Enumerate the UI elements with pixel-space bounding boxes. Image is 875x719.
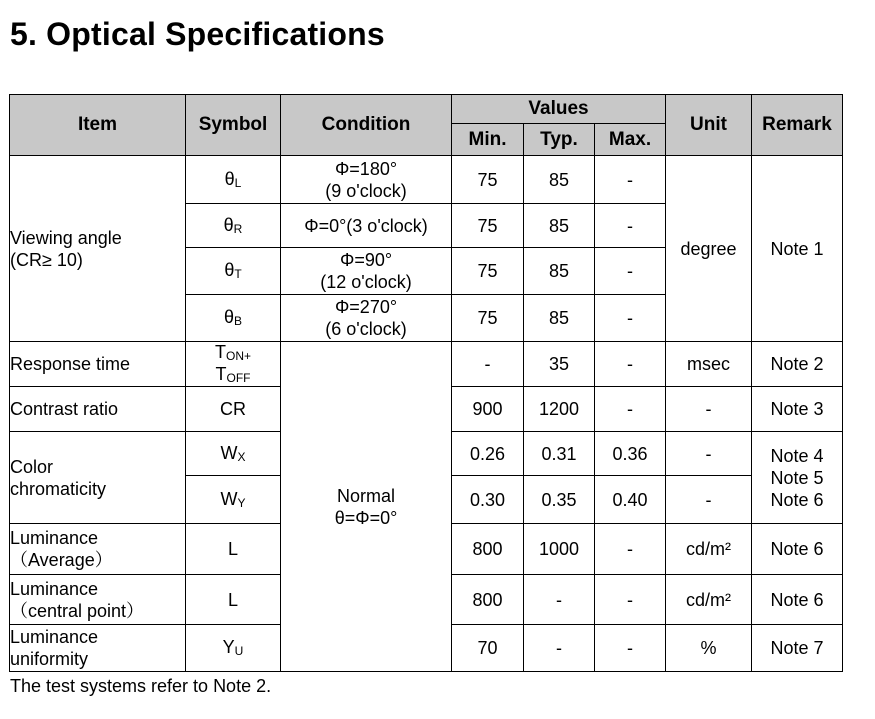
min-value: - bbox=[452, 342, 524, 387]
header-condition: Condition bbox=[281, 95, 452, 156]
remark-value: Note 3 bbox=[752, 387, 843, 432]
unit-value: % bbox=[666, 625, 752, 672]
min-value: 75 bbox=[452, 204, 524, 248]
header-item: Item bbox=[10, 95, 186, 156]
symbol-wx: WX bbox=[186, 432, 281, 476]
max-value: 0.40 bbox=[595, 476, 666, 524]
min-value: 75 bbox=[452, 156, 524, 204]
symbol-theta-l: θL bbox=[186, 156, 281, 204]
max-value: - bbox=[595, 575, 666, 625]
unit-value: - bbox=[666, 432, 752, 476]
min-value: 800 bbox=[452, 575, 524, 625]
max-value: - bbox=[595, 295, 666, 342]
symbol-theta-b: θB bbox=[186, 295, 281, 342]
typ-value: - bbox=[524, 625, 595, 672]
remark-value: Note 6 bbox=[752, 575, 843, 625]
typ-value: 85 bbox=[524, 295, 595, 342]
remark-value: Note 6 bbox=[752, 524, 843, 575]
min-value: 75 bbox=[452, 295, 524, 342]
remark-notes-4-5-6: Note 4 Note 5 Note 6 bbox=[752, 432, 843, 524]
header-symbol: Symbol bbox=[186, 95, 281, 156]
max-value: - bbox=[595, 625, 666, 672]
page-title: 5. Optical Specifications bbox=[10, 16, 385, 52]
item-luminance-uniformity: Luminance uniformity bbox=[10, 625, 186, 672]
unit-value: - bbox=[666, 387, 752, 432]
header-min: Min. bbox=[452, 124, 524, 156]
item-luminance-average: Luminance （Average） bbox=[10, 524, 186, 575]
symbol-theta-r: θR bbox=[186, 204, 281, 248]
max-value: - bbox=[595, 524, 666, 575]
symbol-theta-t: θT bbox=[186, 248, 281, 295]
table-row bbox=[10, 342, 843, 387]
remark-value: Note 2 bbox=[752, 342, 843, 387]
max-value: - bbox=[595, 156, 666, 204]
item-luminance-central: Luminance （central point） bbox=[10, 575, 186, 625]
min-value: 900 bbox=[452, 387, 524, 432]
item-viewing-angle: Viewing angle (CR≥ 10) bbox=[10, 156, 186, 342]
unit-value: cd/m² bbox=[666, 575, 752, 625]
typ-value: 0.35 bbox=[524, 476, 595, 524]
item-contrast-ratio: Contrast ratio bbox=[10, 387, 186, 432]
max-value: 0.36 bbox=[595, 432, 666, 476]
max-value: - bbox=[595, 248, 666, 295]
typ-value: 85 bbox=[524, 248, 595, 295]
typ-value: 1000 bbox=[524, 524, 595, 575]
condition-cell: Φ=270° (6 o'clock) bbox=[281, 295, 452, 342]
unit-value: msec bbox=[666, 342, 752, 387]
min-value: 70 bbox=[452, 625, 524, 672]
typ-value: 85 bbox=[524, 204, 595, 248]
typ-value: 35 bbox=[524, 342, 595, 387]
condition-normal: Normal θ=Φ=0° bbox=[281, 342, 452, 672]
max-value: - bbox=[595, 387, 666, 432]
header-remark: Remark bbox=[752, 95, 843, 156]
symbol-wy: WY bbox=[186, 476, 281, 524]
typ-value: 1200 bbox=[524, 387, 595, 432]
max-value: - bbox=[595, 204, 666, 248]
item-color-chromaticity: Color chromaticity bbox=[10, 432, 186, 524]
footnote: The test systems refer to Note 2. bbox=[10, 676, 272, 696]
symbol-cr: CR bbox=[186, 387, 281, 432]
condition-cell: Φ=90° (12 o'clock) bbox=[281, 248, 452, 295]
optical-spec-table bbox=[9, 94, 843, 672]
condition-cell: Φ=0°(3 o'clock) bbox=[281, 204, 452, 248]
remark-note1: Note 1 bbox=[752, 156, 843, 342]
header-values: Values bbox=[452, 95, 666, 124]
table-row bbox=[10, 156, 843, 204]
max-value: - bbox=[595, 342, 666, 387]
min-value: 75 bbox=[452, 248, 524, 295]
symbol-l: L bbox=[186, 524, 281, 575]
header-unit: Unit bbox=[666, 95, 752, 156]
min-value: 0.30 bbox=[452, 476, 524, 524]
typ-value: 85 bbox=[524, 156, 595, 204]
typ-value: - bbox=[524, 575, 595, 625]
symbol-yu: YU bbox=[186, 625, 281, 672]
unit-value: cd/m² bbox=[666, 524, 752, 575]
min-value: 0.26 bbox=[452, 432, 524, 476]
remark-value: Note 7 bbox=[752, 625, 843, 672]
header-typ: Typ. bbox=[524, 124, 595, 156]
unit-degree: degree bbox=[666, 156, 752, 342]
condition-cell: Φ=180° (9 o'clock) bbox=[281, 156, 452, 204]
unit-value: - bbox=[666, 476, 752, 524]
symbol-l: L bbox=[186, 575, 281, 625]
header-max: Max. bbox=[595, 124, 666, 156]
item-response-time: Response time bbox=[10, 342, 186, 387]
min-value: 800 bbox=[452, 524, 524, 575]
typ-value: 0.31 bbox=[524, 432, 595, 476]
symbol-t-on-off: TON+ TOFF bbox=[186, 342, 281, 387]
